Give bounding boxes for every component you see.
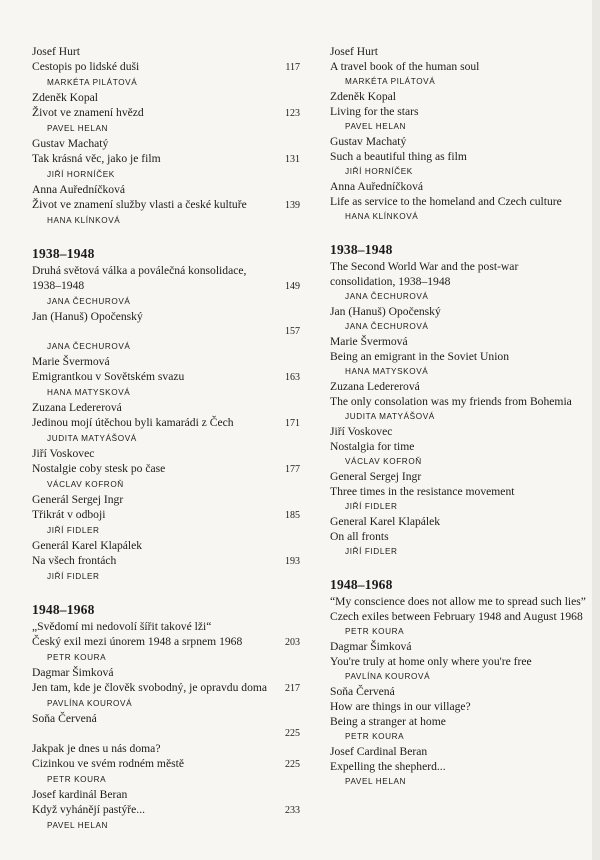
entry-essayist: JIŘÍ FIDLER	[47, 526, 100, 535]
entry-title-row	[32, 619, 300, 634]
toc-entry[interactable]	[32, 263, 300, 278]
entry-title-row	[32, 324, 300, 339]
entry-title: Třikrát v odboji	[32, 508, 106, 521]
entry-title-row	[330, 759, 588, 774]
entry-title-row	[330, 149, 588, 164]
entry-title-row	[330, 529, 588, 544]
entry-title: Being a stranger at home	[330, 715, 446, 728]
entry-essayist: PAVLÍNA KOUROVÁ	[47, 699, 133, 708]
entry-page-number: 217	[285, 683, 300, 694]
entry-page-number: 163	[285, 372, 300, 383]
entry-author: Dagmar Šimková	[32, 666, 114, 679]
entry-author: Jiří Voskovec	[32, 447, 95, 460]
entry-essayist: JIŘÍ HORNÍČEK	[345, 167, 413, 176]
toc-column-czech	[32, 44, 300, 833]
toc-entry[interactable]	[330, 334, 588, 379]
entry-title: Jakpak je dnes u nás doma?	[32, 742, 161, 755]
entry-title-row	[32, 197, 300, 213]
entry-author: Jan (Hanuš) Opočenský	[32, 310, 143, 323]
entry-title-row	[330, 394, 588, 409]
entry-title-row	[32, 741, 300, 756]
toc-entry[interactable]	[330, 684, 588, 699]
entry-page-number: 225	[285, 759, 300, 770]
entry-essayist: PAVLÍNA KOUROVÁ	[345, 672, 431, 681]
entry-author: Jan (Hanuš) Opočenský	[330, 305, 441, 318]
toc-entry[interactable]	[330, 89, 588, 134]
entry-author: Soňa Červená	[330, 685, 395, 698]
entry-page-number: 225	[285, 728, 300, 739]
entry-title: Český exil mezi únorem 1948 a srpnem 1968	[32, 635, 243, 648]
toc-entry[interactable]	[330, 44, 588, 89]
entry-author: Zuzana Ledererová	[32, 401, 122, 414]
entry-title: Expelling the shepherd...	[330, 760, 446, 773]
entry-title-row	[32, 59, 300, 75]
entry-title-row	[330, 699, 588, 714]
toc-entry[interactable]	[32, 354, 300, 400]
entry-essayist: MARKÉTA PILÁTOVÁ	[47, 78, 138, 87]
entry-title: Life as service to the homeland and Czech culture	[330, 195, 562, 208]
entry-page-number: 185	[285, 510, 300, 521]
entry-title-row	[330, 484, 588, 499]
entry-title-row	[32, 105, 300, 121]
entry-essayist: JANA ČECHUROVÁ	[345, 292, 429, 301]
entry-title-row	[32, 726, 300, 741]
entry-title: 1938–1948	[32, 279, 85, 292]
toc-entry[interactable]	[32, 278, 300, 309]
toc-entry[interactable]	[32, 538, 300, 584]
entry-essayist: JANA ČECHUROVÁ	[47, 342, 131, 351]
entry-essayist: PETR KOURA	[345, 732, 405, 741]
entry-title: Czech exiles between February 1948 and August 1968	[330, 610, 583, 623]
entry-title: Na všech frontách	[32, 554, 117, 567]
entry-title-row	[32, 553, 300, 569]
entry-page-number: 203	[285, 637, 300, 648]
entry-essayist: JIŘÍ HORNÍČEK	[47, 170, 115, 179]
entry-title: You're truly at home only where you're free	[330, 655, 532, 668]
toc-entry[interactable]	[330, 134, 588, 179]
entry-title: Three times in the resistance movement	[330, 485, 515, 498]
entry-essayist: HANA KLÍNKOVÁ	[345, 212, 419, 221]
toc-entry[interactable]	[330, 424, 588, 469]
entry-title: On all fronts	[330, 530, 389, 543]
entry-essayist: PAVEL HELAN	[47, 124, 109, 133]
entry-author: General Karel Klapálek	[330, 515, 441, 528]
toc-section	[32, 246, 300, 584]
toc-entry[interactable]	[330, 714, 588, 744]
page-edge-shadow	[592, 0, 600, 860]
entry-page-number: 193	[285, 556, 300, 567]
entry-title-row	[330, 439, 588, 454]
entry-author: Zdeněk Kopal	[32, 91, 98, 104]
entry-page-number: 171	[285, 418, 300, 429]
entry-title: „Svědomí mi nedovolí šířit takové lži“	[32, 620, 212, 633]
entry-author: Gustav Machatý	[32, 137, 109, 150]
toc-entry[interactable]	[330, 259, 588, 274]
entry-page-number: 233	[285, 805, 300, 816]
entry-title: Jen tam, kde je člověk svobodný, je opravdu doma	[32, 681, 268, 694]
entry-essayist: PAVEL HELAN	[47, 821, 109, 830]
toc-entry[interactable]	[32, 309, 300, 354]
entry-title: Living for the stars	[330, 105, 419, 118]
toc-entry[interactable]	[32, 492, 300, 538]
entry-title-row	[330, 349, 588, 364]
entry-title-row	[330, 259, 588, 274]
entry-essayist: MARKÉTA PILÁTOVÁ	[345, 77, 436, 86]
toc-entry[interactable]	[32, 665, 300, 711]
section-heading: 1938–1948	[32, 246, 95, 261]
toc-entry[interactable]	[32, 756, 300, 787]
entry-essayist: VÁCLAV KOFROŇ	[47, 480, 124, 489]
toc-entry[interactable]	[330, 699, 588, 714]
toc-entry[interactable]	[330, 304, 588, 334]
entry-title-row	[32, 263, 300, 278]
entry-essayist: PAVEL HELAN	[345, 777, 407, 786]
toc-section	[32, 602, 300, 833]
entry-title: Cizinkou ve svém rodném městě	[32, 757, 184, 770]
entry-title-row	[32, 369, 300, 385]
entry-title: The only consolation was my friends from Bohemia	[330, 395, 572, 408]
entry-page-number: 131	[285, 154, 300, 165]
entry-essayist: JIŘÍ FIDLER	[47, 572, 100, 581]
entry-title: The Second World War and the post-war	[330, 260, 519, 273]
entry-author: Zuzana Ledererová	[330, 380, 420, 393]
entry-page-number: 117	[285, 62, 300, 73]
entry-title: How are things in our village?	[330, 700, 471, 713]
toc-section	[32, 44, 300, 228]
toc-entry[interactable]	[32, 711, 300, 741]
entry-author: Gustav Machatý	[330, 135, 407, 148]
entry-title: A travel book of the human soul	[330, 60, 480, 73]
toc-entry[interactable]	[330, 379, 588, 424]
entry-author: Generál Karel Klapálek	[32, 539, 143, 552]
entry-title-row	[330, 104, 588, 119]
entry-page-number: 123	[285, 108, 300, 119]
toc-entry[interactable]	[32, 787, 300, 833]
entry-title: Such a beautiful thing as film	[330, 150, 467, 163]
entry-essayist: PETR KOURA	[47, 653, 107, 662]
entry-author: Anna Auředníčková	[330, 180, 424, 193]
entry-essayist: JUDITA MATYÁŠOVÁ	[345, 412, 435, 421]
entry-title: Emigrantkou v Sovětském svazu	[32, 370, 185, 383]
entry-title-row	[330, 654, 588, 669]
entry-title-row	[32, 680, 300, 696]
toc-entry[interactable]	[330, 514, 588, 559]
entry-title-row	[330, 59, 588, 74]
entry-author: Dagmar Šimková	[330, 640, 412, 653]
toc-section	[330, 577, 588, 789]
entry-title: consolidation, 1938–1948	[330, 275, 451, 288]
entry-essayist: JANA ČECHUROVÁ	[345, 322, 429, 331]
toc-entry[interactable]	[32, 741, 300, 756]
entry-title-row	[32, 756, 300, 772]
section-heading: 1948–1968	[330, 577, 393, 592]
entry-title-row	[32, 634, 300, 650]
toc-entry[interactable]	[32, 400, 300, 446]
entry-essayist: JIŘÍ FIDLER	[345, 502, 398, 511]
entry-title-row	[32, 151, 300, 167]
entry-author: Soňa Červená	[32, 712, 97, 725]
toc-entry[interactable]	[330, 744, 588, 789]
toc-entry[interactable]	[330, 179, 588, 224]
toc-entry[interactable]	[32, 634, 300, 665]
entry-title-row	[330, 714, 588, 729]
entry-page-number: 177	[285, 464, 300, 475]
section-heading: 1948–1968	[32, 602, 95, 617]
entry-essayist: HANA MATYSKOVÁ	[47, 388, 131, 397]
entry-author: Generál Sergej Ingr	[32, 493, 124, 506]
entry-author: General Sergej Ingr	[330, 470, 422, 483]
entry-title: Cestopis po lidské duši	[32, 60, 140, 73]
toc-entry[interactable]	[32, 182, 300, 228]
entry-author: Anna Auředníčková	[32, 183, 126, 196]
entry-essayist: VÁCLAV KOFROŇ	[345, 457, 422, 466]
entry-title: Nostalgie coby stesk po čase	[32, 462, 166, 475]
entry-title-row	[330, 594, 588, 609]
entry-title-row	[330, 274, 588, 289]
entry-title: Jedinou mojí útěchou byli kamarádi z Čech	[32, 416, 234, 429]
entry-title: Being an emigrant in the Soviet Union	[330, 350, 510, 363]
entry-title: Když vyhánějí pastýře...	[32, 803, 146, 816]
entry-page-number: 139	[285, 200, 300, 211]
toc-entry[interactable]	[32, 44, 300, 90]
entry-title: Život ve znamení hvězd	[32, 106, 144, 119]
toc-entry[interactable]	[330, 609, 588, 639]
entry-author: Marie Švermová	[330, 335, 408, 348]
toc-entry[interactable]	[330, 594, 588, 609]
entry-page-number: 157	[285, 326, 300, 337]
entry-essayist: HANA KLÍNKOVÁ	[47, 216, 121, 225]
toc-entry[interactable]	[330, 639, 588, 684]
entry-title-row	[330, 609, 588, 624]
entry-author: Josef Cardinal Beran	[330, 745, 428, 758]
section-heading: 1938–1948	[330, 242, 393, 257]
entry-author: Josef Hurt	[32, 45, 80, 58]
entry-essayist: PAVEL HELAN	[345, 122, 407, 131]
entry-title: Život ve znamení služby vlasti a české kultuře	[32, 198, 247, 211]
entry-title: Druhá světová válka a poválečná konsolidace,	[32, 264, 247, 277]
entry-essayist: PETR KOURA	[47, 775, 107, 784]
entry-title: Nostalgia for time	[330, 440, 415, 453]
entry-author: Josef kardinál Beran	[32, 788, 128, 801]
toc-section	[330, 44, 588, 224]
entry-essayist: JIŘÍ FIDLER	[345, 547, 398, 556]
entry-title-row	[330, 194, 588, 209]
entry-author: Jiří Voskovec	[330, 425, 393, 438]
toc-entry[interactable]	[330, 274, 588, 304]
entry-title: “My conscience does not allow me to spread such lies”	[330, 595, 586, 608]
entry-title-row	[32, 278, 300, 294]
entry-essayist: JUDITA MATYÁŠOVÁ	[47, 434, 137, 443]
entry-title-row	[32, 461, 300, 477]
entry-essayist: JANA ČECHUROVÁ	[47, 297, 131, 306]
entry-essayist: HANA MATYSKOVÁ	[345, 367, 429, 376]
entry-title-row	[32, 507, 300, 523]
toc-column-english	[330, 44, 588, 789]
toc-entry[interactable]	[32, 619, 300, 634]
toc-section	[330, 242, 588, 559]
entry-essayist: PETR KOURA	[345, 627, 405, 636]
entry-title-row	[32, 415, 300, 431]
entry-title-row	[32, 802, 300, 818]
entry-author: Josef Hurt	[330, 45, 378, 58]
entry-author: Zdeněk Kopal	[330, 90, 396, 103]
entry-page-number: 149	[285, 281, 300, 292]
toc-entry[interactable]	[32, 136, 300, 182]
entry-author: Marie Švermová	[32, 355, 110, 368]
toc-entry[interactable]	[32, 446, 300, 492]
toc-entry[interactable]	[330, 469, 588, 514]
toc-entry[interactable]	[32, 90, 300, 136]
entry-title: Tak krásná věc, jako je film	[32, 152, 161, 165]
